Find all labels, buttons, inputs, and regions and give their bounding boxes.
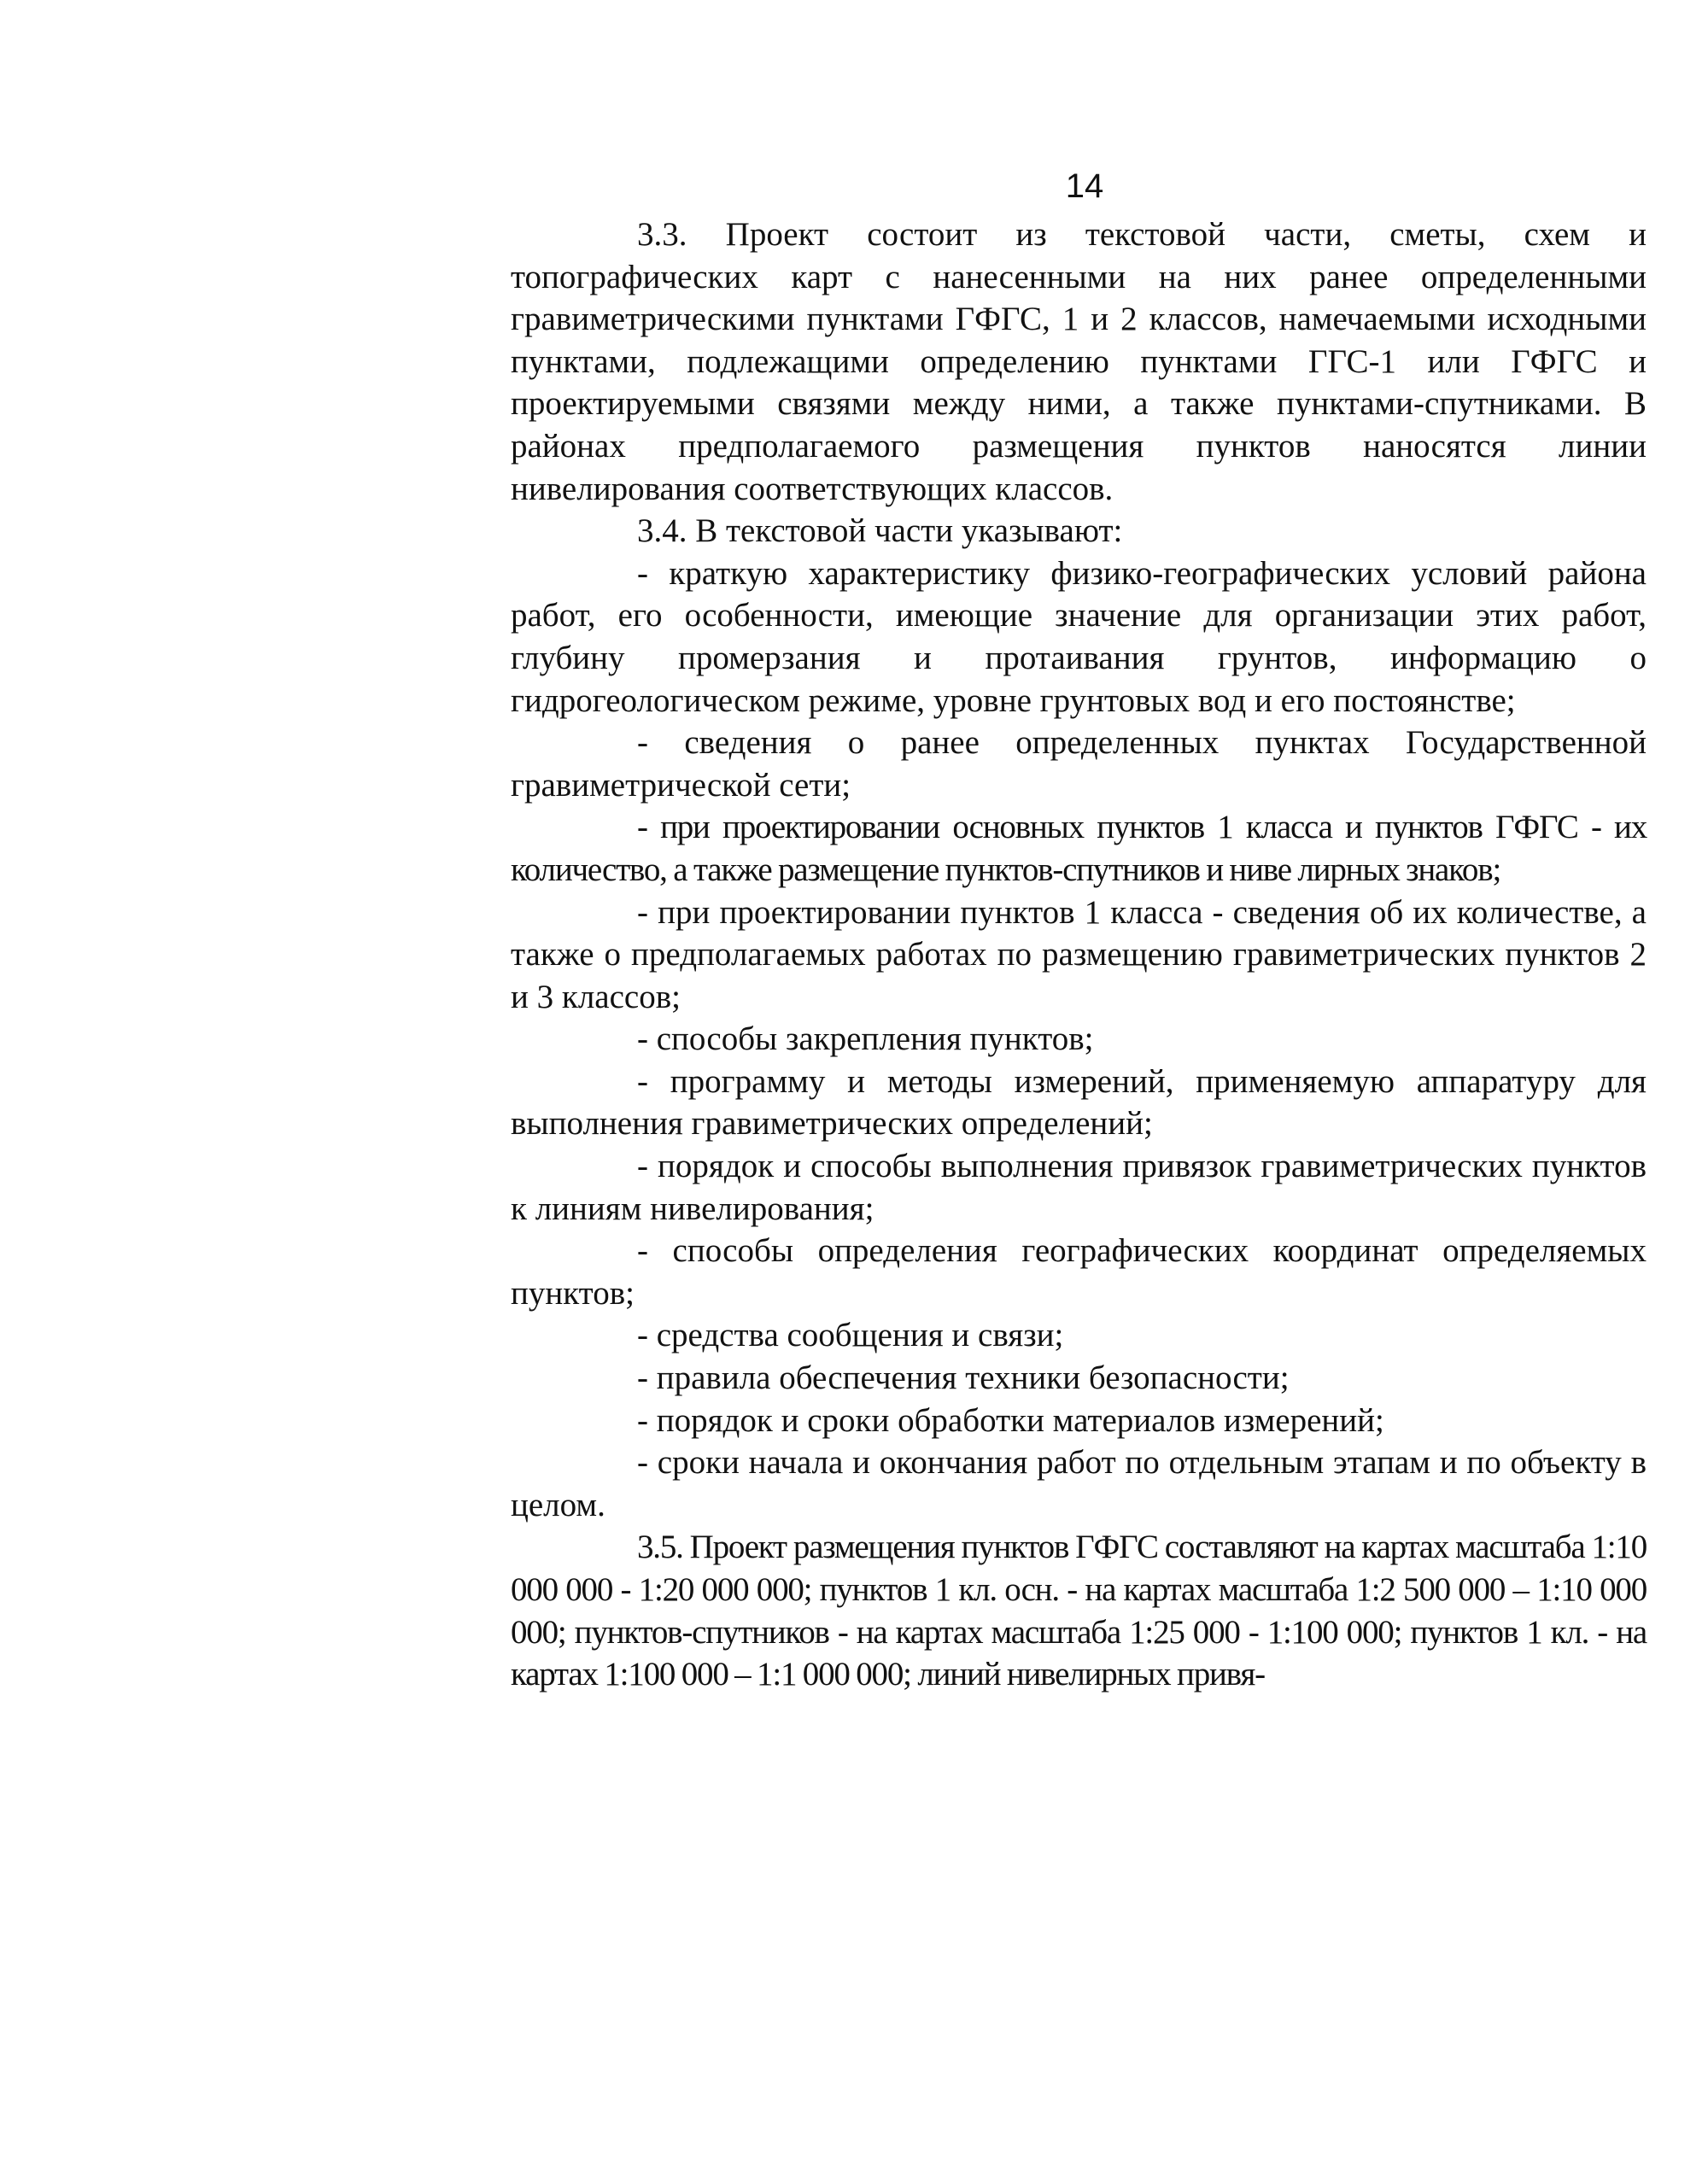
list-item: - сведения о ранее определенных пунктах Государственной гравиметрической сети; <box>511 724 1647 804</box>
paragraph-3-5: 3.5. Проект размещения пунктов ГФГС составляют на картах масштаба 1:10 000 000 - 1:20 000 000; пунктов 1 кл. осн. - на картах масштаба 1:2 500 000 – 1:10 000 000; пунктов-спутников - на картах масштаба 1:25 000 - 1:100 000; пунктов 1 кл. - на картах 1:100 000 – 1:1 000 000; линий нивелирных привя- <box>511 1529 1647 1693</box>
list-item: - сроки начала и окончания работ по отдельным этапам и по объекту в целом. <box>511 1444 1647 1523</box>
list-item: - при проектировании пунктов 1 класса - сведения об их количестве, а также о предполагаемых работах по размещению гравиметрических пунктов 2 и 3 классов; <box>511 893 1647 1015</box>
list-item: - краткую характеристику физико-географических условий района работ, его особенности, имеющие значение для организации этих работ, глубину промерзания и протаивания грунтов, информацию о гидрогеологическом режиме, уровне грунтовых вод и его постоянстве; <box>511 554 1647 719</box>
list-item: - порядок и сроки обработки материалов измерений; <box>637 1401 1384 1439</box>
list-item: - способы закрепления пунктов; <box>637 1020 1094 1058</box>
list-item: - способы определения географических координат определяемых пунктов; <box>511 1232 1647 1312</box>
list-item: - средства сообщения и связи; <box>637 1317 1064 1354</box>
list-item: - правила обеспечения техники безопасности; <box>637 1359 1290 1397</box>
list-item: - при проектировании основных пунктов 1 класса и пунктов ГФГС - их количество, а также размещение пунктов-спутников и ниве лирных знаков; <box>511 809 1647 888</box>
page-number: 14 <box>1065 167 1104 205</box>
list-item: - программу и методы измерений, применяемую аппаратуру для выполнения гравиметрических определений; <box>511 1062 1647 1143</box>
paragraph-3-3: 3.3. Проект состоит из текстовой части, сметы, схем и топографических карт с нанесенными на них ранее определенными гравиметрическими пунктами ГФГС, 1 и 2 классов, намечаемыми исходными пунктами, подлежащими определению пунктами ГГС-1 или ГФГС и проектируемыми связями между ними, а также пунктами-спутниками. В районах предполагаемого размещения пунктов наносятся линии нивелирования соответствующих классов. <box>511 216 1647 507</box>
list-item: - порядок и способы выполнения привязок гравиметрических пунктов к линиям нивелирования; <box>511 1148 1647 1227</box>
paragraph-3-4-heading: 3.4. В текстовой части указывают: <box>637 512 1123 550</box>
document-body <box>511 213 1647 1696</box>
